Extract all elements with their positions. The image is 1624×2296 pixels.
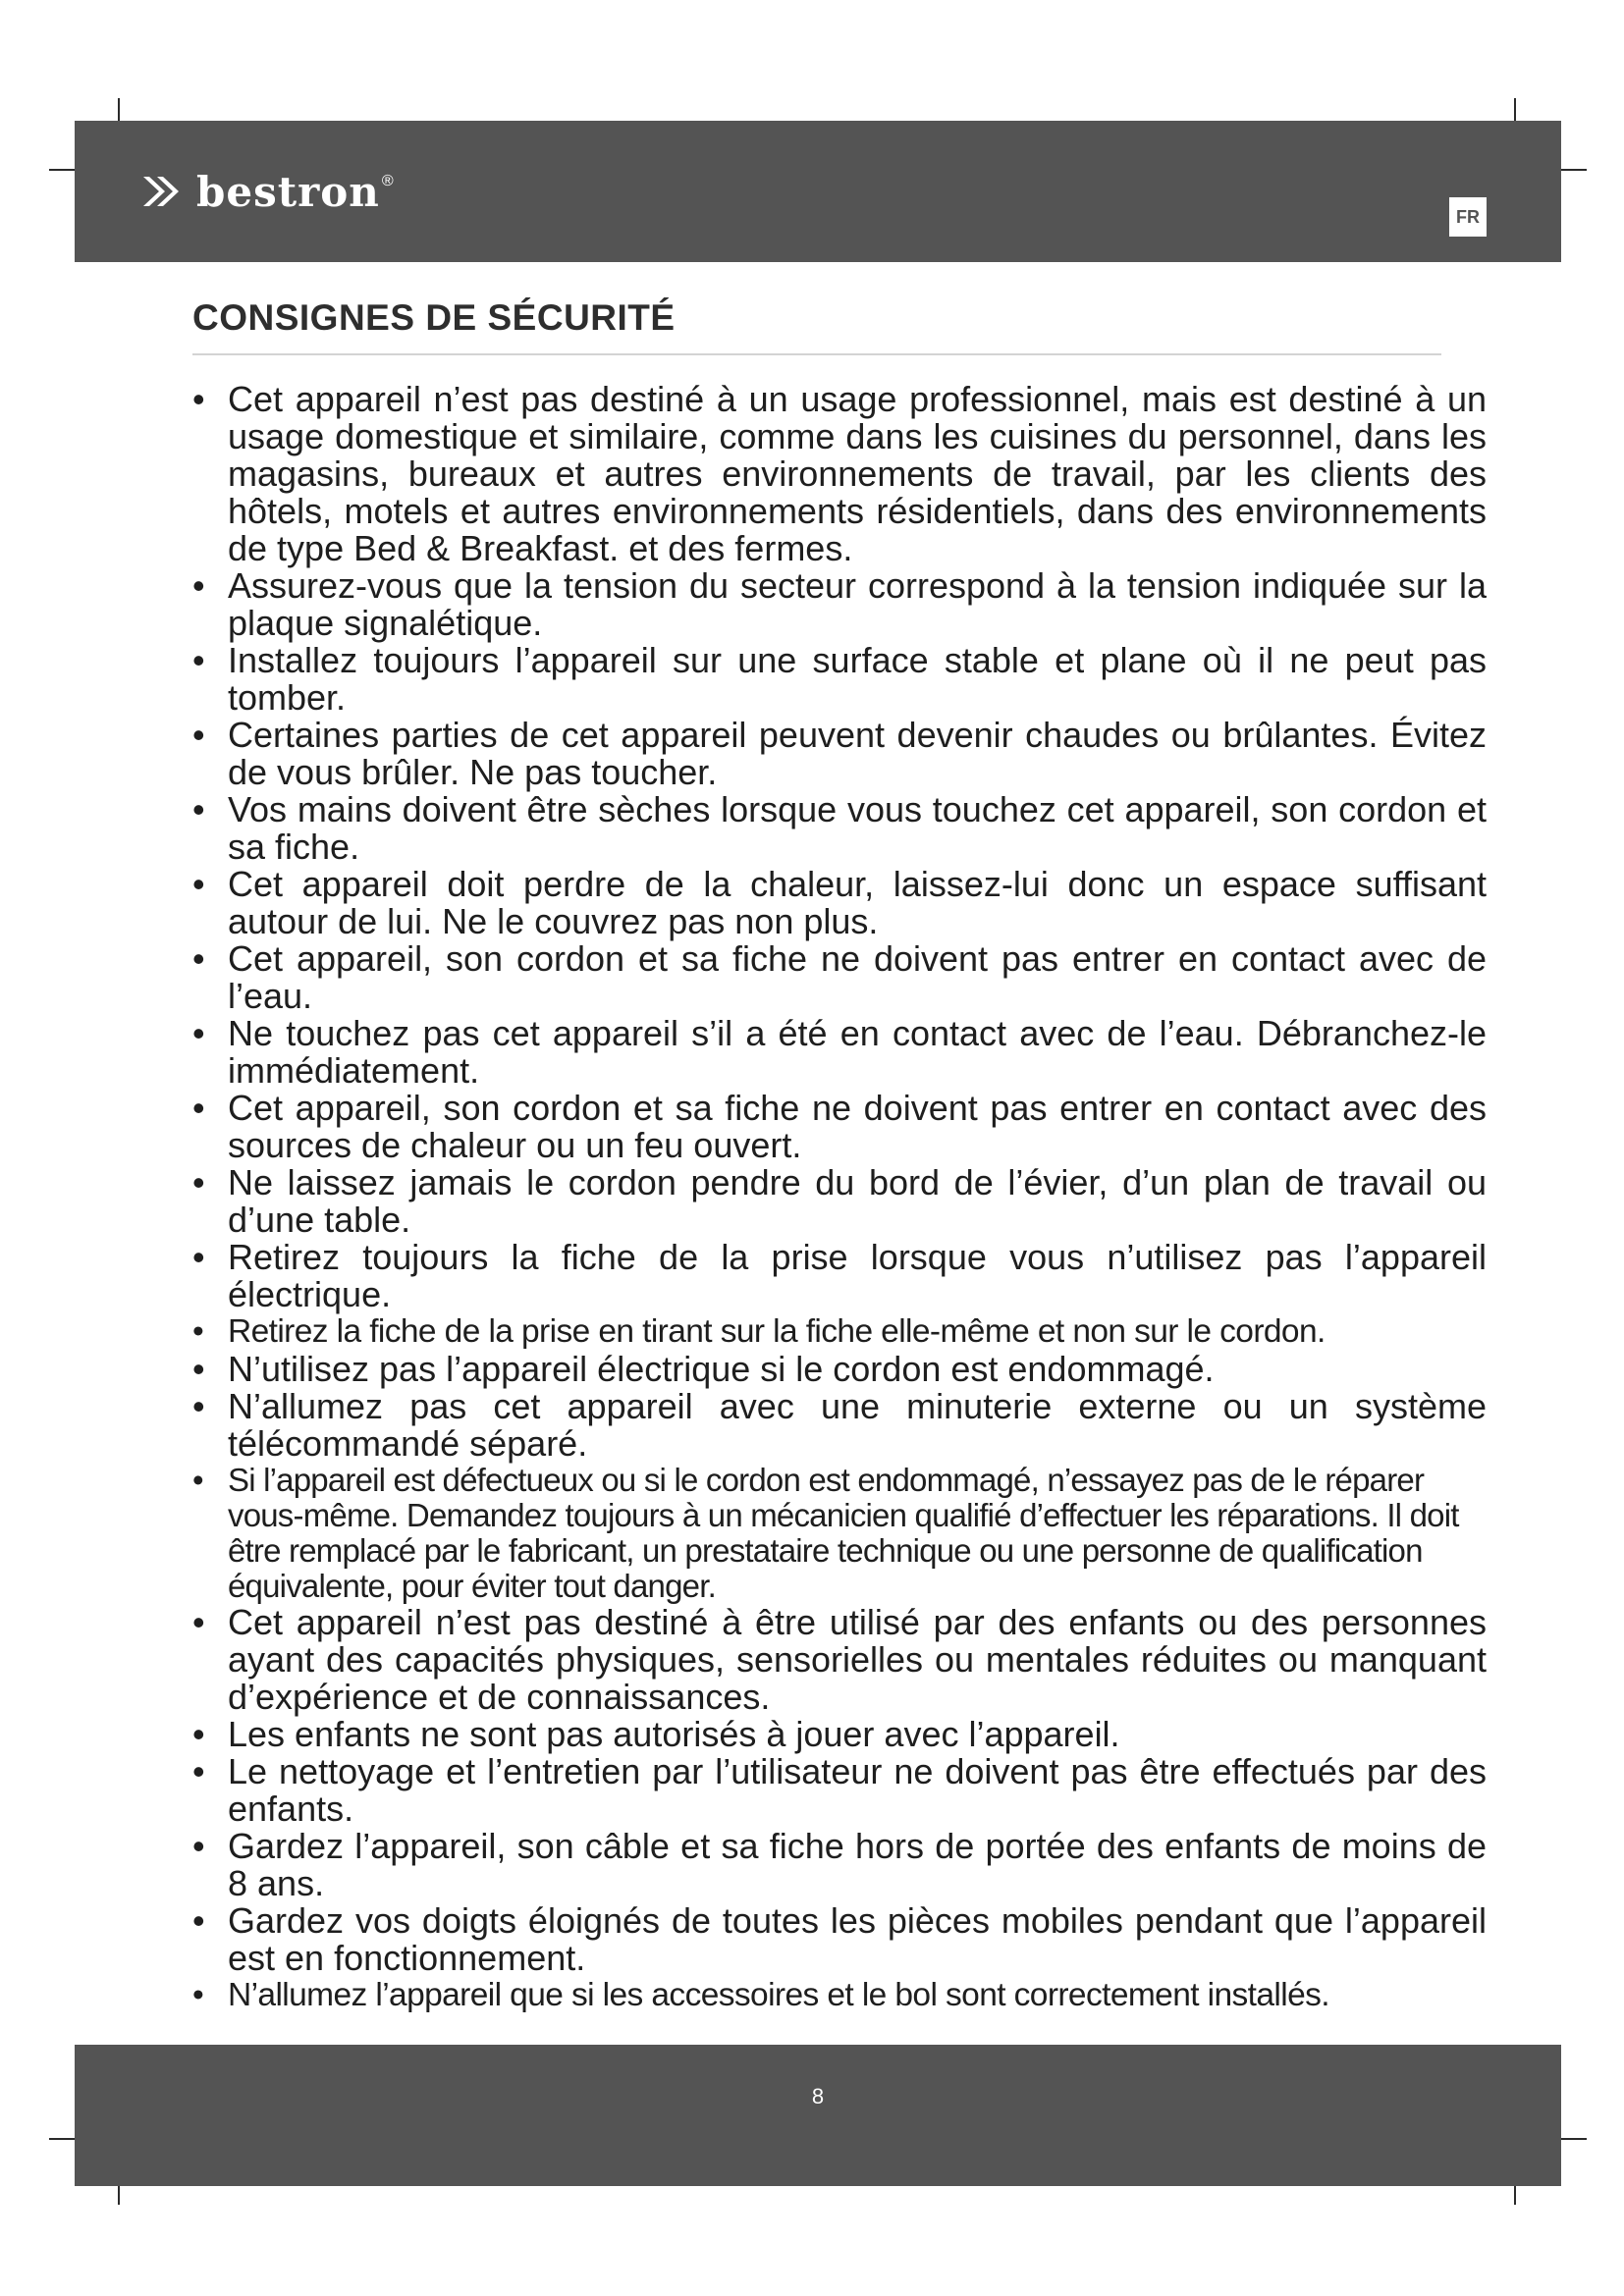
section-title: CONSIGNES DE SÉCURITÉ: [192, 297, 676, 338]
footer-bar: [75, 2045, 1561, 2186]
list-item: • N’allumez pas cet appareil avec une minuterie externe ou un système télécommandé séparé.: [192, 1388, 1487, 1463]
list-item: • Retirez toujours la fiche de la prise lorsque vous n’utilisez pas l’appareil électrique.: [192, 1239, 1487, 1313]
list-item: • Cet appareil, son cordon et sa fiche ne doivent pas entrer en contact avec de l’eau.: [192, 940, 1487, 1015]
list-item: • Si l’appareil est défectueux ou si le cordon est endommagé, n’essayez pas de le réparer vous-même. Demandez toujours à un mécanicien qualifié d’effectuer les réparations. Il doit être remplacé par le fabricant, un prestataire technique ou une personne de qualification équivalente, pour éviter tout danger.: [192, 1463, 1487, 1604]
list-item: • Gardez l’appareil, son câble et sa fiche hors de portée des enfants de moins de 8 ans.: [192, 1828, 1487, 1902]
list-item: • Vos mains doivent être sèches lorsque vous touchez cet appareil, son cordon et sa fiche.: [192, 791, 1487, 866]
chevrons-icon: [141, 175, 187, 208]
language-badge: FR: [1449, 197, 1487, 237]
list-item: • Ne touchez pas cet appareil s’il a été en contact avec de l’eau. Débranchez-le immédiatement.: [192, 1015, 1487, 1090]
page-number: 8: [811, 2084, 825, 2109]
list-item: • Les enfants ne sont pas autorisés à jouer avec l’appareil.: [192, 1716, 1487, 1753]
registered-mark: ®: [381, 173, 394, 189]
list-item: • Installez toujours l’appareil sur une surface stable et plane où il ne peut pas tomber.: [192, 642, 1487, 717]
brand-name: bestron: [196, 167, 380, 216]
list-item: • Cet appareil doit perdre de la chaleur, laissez-lui donc un espace suffisant autour de lui. Ne le couvrez pas non plus.: [192, 866, 1487, 940]
list-item: • Ne laissez jamais le cordon pendre du bord de l’évier, d’un plan de travail ou d’une table.: [192, 1164, 1487, 1239]
list-item: • Cet appareil n’est pas destiné à un usage professionnel, mais est destiné à un usage domestique et similaire, comme dans les cuisines du personnel, dans les magasins, bureaux et autres environnements de travail, par les clients des hôtels, motels et autres environnements résidentiels, dans des environnements de type Bed & Breakfast. et des fermes.: [192, 381, 1487, 567]
list-item: • Gardez vos doigts éloignés de toutes les pièces mobiles pendant que l’appareil est en fonctionnement.: [192, 1902, 1487, 1977]
list-item: • Retirez la fiche de la prise en tirant sur la fiche elle-même et non sur le cordon.: [192, 1313, 1487, 1351]
safety-list: [192, 381, 1487, 2014]
list-item: • Le nettoyage et l’entretien par l’utilisateur ne doivent pas être effectués par des enfants.: [192, 1753, 1487, 1828]
list-item: • N’utilisez pas l’appareil électrique si le cordon est endommagé.: [192, 1351, 1487, 1388]
list-item: • N’allumez l’appareil que si les accessoires et le bol sont correctement installés.: [192, 1977, 1487, 2014]
title-divider: [192, 353, 1441, 355]
list-item: • Assurez-vous que la tension du secteur correspond à la tension indiquée sur la plaque signalétique.: [192, 567, 1487, 642]
header-bar: [75, 121, 1561, 262]
list-item: • Cet appareil, son cordon et sa fiche ne doivent pas entrer en contact avec des sources de chaleur ou un feu ouvert.: [192, 1090, 1487, 1164]
list-item: • Certaines parties de cet appareil peuvent devenir chaudes ou brûlantes. Évitez de vous brûler. Ne pas toucher.: [192, 717, 1487, 791]
list-item: • Cet appareil n’est pas destiné à être utilisé par des enfants ou des personnes ayant des capacités physiques, sensorielles ou mentales réduites ou manquant d’expérience et de connaissances.: [192, 1604, 1487, 1716]
brand-logo: [141, 162, 394, 221]
